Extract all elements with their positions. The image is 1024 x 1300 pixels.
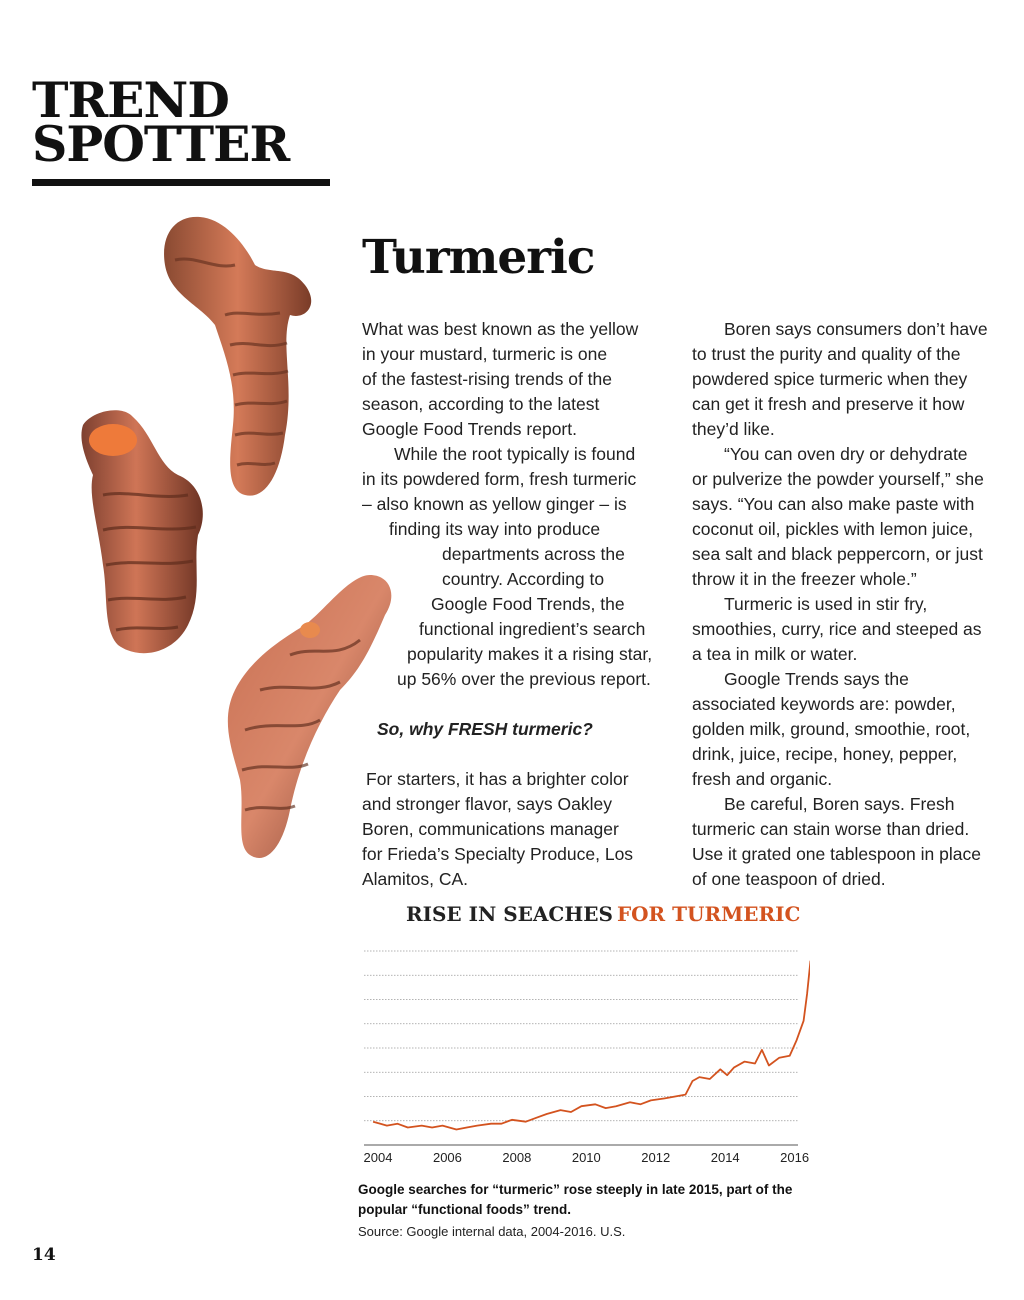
text-line: smoothies, curry, rice and steeped as [692, 619, 982, 639]
text-line: sea salt and black peppercorn, or just [692, 544, 983, 564]
text-line: powdered spice turmeric when they [692, 369, 968, 389]
page-number: 14 [32, 1245, 56, 1265]
section-title [32, 71, 290, 173]
text-line: functional ingredient’s search [419, 619, 646, 639]
chart-title [406, 902, 800, 926]
text-line: of one teaspoon of dried. [692, 869, 886, 889]
text-line: Use it grated one tablespoon in place [692, 844, 981, 864]
right-paragraph-5 [692, 792, 1002, 892]
text-line: coconut oil, pickles with lemon juice, [692, 519, 974, 539]
chart-title-main: RISE IN SEACHES [406, 902, 613, 926]
x-tick-label: 2006 [432, 1150, 462, 1165]
x-tick-label: 2010 [571, 1150, 601, 1165]
text-line: Alamitos, CA. [362, 869, 468, 889]
text-line: they’d like. [692, 419, 775, 439]
text-line: “You can oven dry or dehydrate [724, 444, 968, 464]
text-line: up 56% over the previous report. [397, 669, 651, 689]
text-line: What was best known as the yellow [362, 319, 639, 339]
left-paragraph-1 [362, 317, 682, 442]
text-line: a tea in milk or water. [692, 644, 858, 664]
chart-caption: Google searches for “turmeric” rose steeply in late 2015, part of the popular “functional foods” trend. [358, 1182, 793, 1217]
right-paragraph-2 [692, 442, 1002, 592]
turmeric-root-image-middle [78, 405, 218, 660]
x-tick-label: 2008 [502, 1150, 532, 1165]
left-subhead: So, why FRESH turmeric? [377, 719, 593, 739]
section-title-line1: TREND [32, 71, 229, 129]
text-line: – also known as yellow ginger – is [362, 494, 627, 514]
text-line: Turmeric is used in stir fry, [724, 594, 928, 614]
chart-x-ticks [364, 1150, 810, 1165]
text-line: Google Food Trends report. [362, 419, 577, 439]
text-line: finding its way into produce [389, 519, 601, 539]
text-line: can get it fresh and preserve it how [692, 394, 965, 414]
text-line: departments across the [442, 544, 625, 564]
right-paragraph-3 [692, 592, 1002, 667]
x-tick-label: 2004 [363, 1150, 393, 1165]
left-paragraph-3 [362, 767, 682, 892]
text-line: drink, juice, recipe, honey, pepper, [692, 744, 958, 764]
title-rule [32, 179, 330, 186]
text-line: turmeric can stain worse than dried. [692, 819, 970, 839]
turmeric-search-line [373, 961, 810, 1130]
text-line: While the root typically is found [394, 444, 636, 464]
text-line: golden milk, ground, smoothie, root, [692, 719, 971, 739]
section-title-line2: SPOTTER [32, 115, 290, 173]
text-line: popularity makes it a rising star, [407, 644, 653, 664]
article-right-column [692, 317, 1002, 892]
right-paragraph-4 [692, 667, 1002, 792]
search-trend-chart [350, 935, 810, 1175]
chart-gridlines [364, 951, 798, 1145]
text-line: Boren says consumers don’t have [724, 319, 988, 339]
text-line: for Frieda’s Specialty Produce, Los [362, 844, 634, 864]
text-line: Be careful, Boren says. Fresh [724, 794, 955, 814]
text-line: associated keywords are: powder, [692, 694, 956, 714]
text-line: in your mustard, turmeric is one [362, 344, 608, 364]
text-line: and stronger flavor, says Oakley [362, 794, 612, 814]
text-line: For starters, it has a brighter color [366, 769, 629, 789]
text-line: Boren, communications manager [362, 819, 619, 839]
text-line: fresh and organic. [692, 769, 833, 789]
text-line: says. “You can also make paste with [692, 494, 975, 514]
chart-title-accent: FOR TURMERIC [616, 902, 801, 926]
left-paragraph-2 [362, 442, 682, 692]
text-line: season, according to the latest [362, 394, 600, 414]
right-paragraph-1 [692, 317, 1002, 442]
text-line: Google Trends says the [724, 669, 909, 689]
text-line: country. According to [442, 569, 605, 589]
x-tick-label: 2012 [641, 1150, 671, 1165]
chart-source: Source: Google internal data, 2004-2016. U.S. [358, 1224, 626, 1239]
x-tick-label: 2014 [710, 1150, 740, 1165]
text-line: in its powdered form, fresh turmeric [362, 469, 637, 489]
article-left-column [362, 317, 682, 892]
text-line: Google Food Trends, the [431, 594, 625, 614]
text-line: throw it in the freezer whole.” [692, 569, 917, 589]
text-line: to trust the purity and quality of the [692, 344, 961, 364]
article-title: Turmeric [362, 230, 595, 285]
text-line: or pulverize the powder yourself,” she [692, 469, 984, 489]
text-line: of the fastest-rising trends of the [362, 369, 612, 389]
x-tick-label: 2016 [780, 1150, 810, 1165]
